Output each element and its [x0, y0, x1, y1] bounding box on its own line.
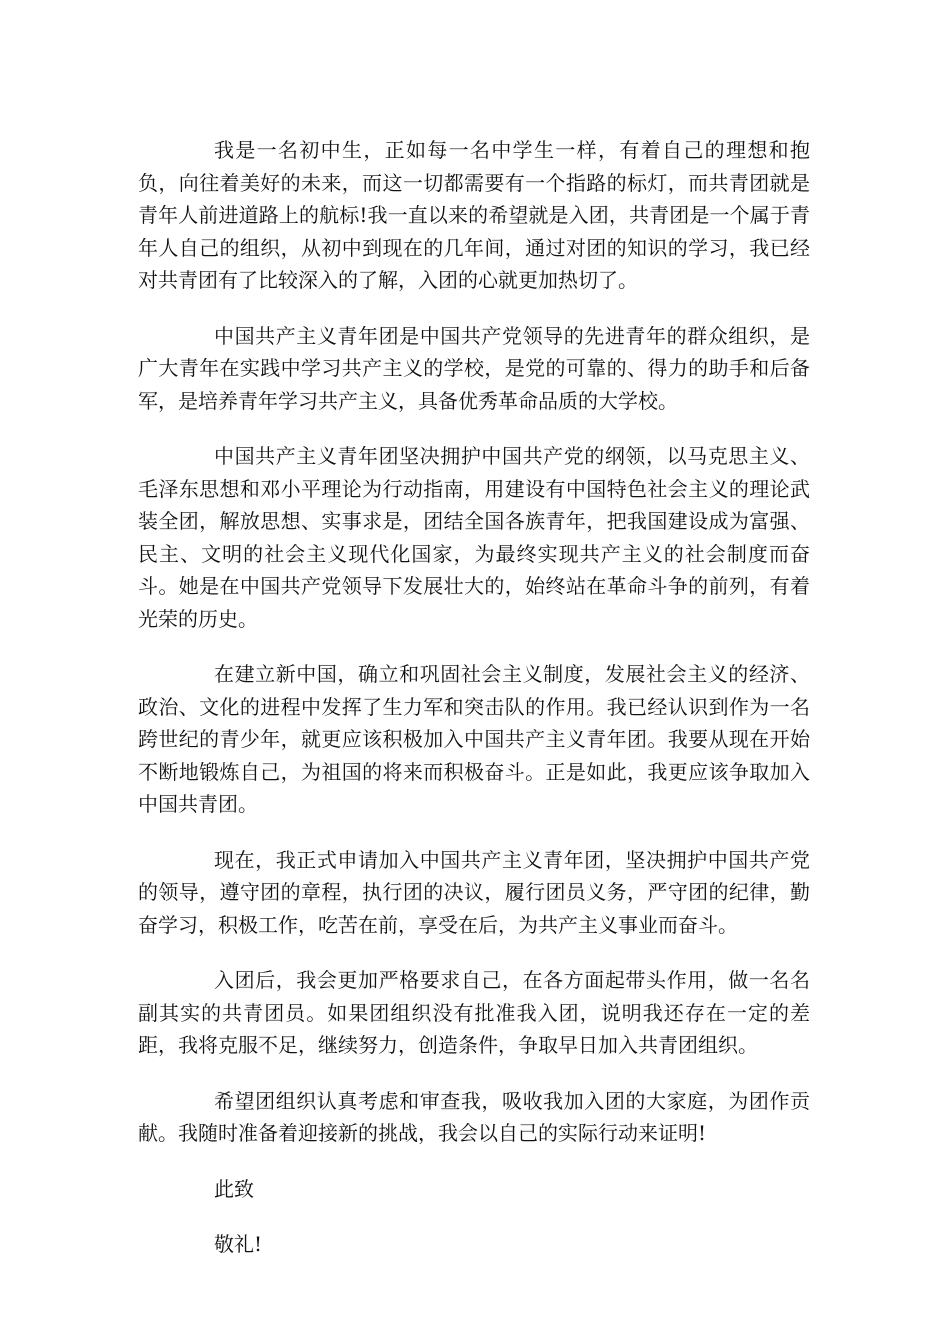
- paragraph-4: 在建立新中国，确立和巩固社会主义制度，发展社会主义的经济、政治、文化的进程中发挥了生力军和突击队的作用。我已经认识到作为一名跨世纪的青少年，就更应该积极加入中国共产主义青年团。我要从现在开始不断地锻炼自己，为祖国的将来而积极奋斗。正是如此，我更应该争取加入中国共青团。: [138, 662, 810, 816]
- paragraph-3: 中国共产主义青年团坚决拥护中国共产党的纲领，以马克思主义、毛泽东思想和邓小平理论为行动指南，用建设有中国特色社会主义的理论武装全团，解放思想、实事求是，团结全国各族青年，把我国建设成为富强、民主、文明的社会主义现代化国家，为最终实现共产主义的社会制度而奋斗。她是在中国共产党领导下发展壮大的，始终站在革命斗争的前列，有着光荣的历史。: [138, 444, 810, 631]
- closing-regards: 敬礼!: [214, 1232, 263, 1256]
- paragraph-2: 中国共产主义青年团是中国共产党领导的先进青年的群众组织，是广大青年在实践中学习共产主义的学校，是党的可靠的、得力的助手和后备军，是培养青年学习共产主义，具备优秀革命品质的大学校。: [138, 323, 810, 413]
- closing-salutation: 此致: [214, 1176, 254, 1201]
- paragraph-1: 我是一名初中生，正如每一名中学生一样，有着自己的理想和抱负，向往着美好的未来，而这一切都需要有一个指路的标灯，而共青团就是青年人前进道路上的航标!我一直以来的希望就是入团，共青团是一个属于青年人自己的组织，从初中到现在的几年间，通过对团的知识的学习，我已经对共青团有了比较深入的了解，入团的心就更加热切了。: [138, 138, 810, 292]
- paragraph-7: 希望团组织认真考虑和审查我，吸收我加入团的大家庭，为团作贡献。我随时准备着迎接新的挑战，我会以自己的实际行动来证明!: [138, 1088, 810, 1145]
- letter-body: [138, 134, 810, 1284]
- paragraph-6: 入团后，我会更加严格要求自己，在各方面起带头作用，做一名名副其实的共青团员。如果团组织没有批准我入团，说明我还存在一定的差距，我将克服不足，继续努力，创造条件，争取早日加入共青团组织。: [138, 968, 810, 1057]
- paragraph-5: 现在，我正式申请加入中国共产主义青年团，坚决拥护中国共产党的领导，遵守团的章程，执行团的决议，履行团员义务，严守团的纪律，勤奋学习，积极工作，吃苦在前，享受在后，为共产主义事业而奋斗。: [138, 847, 810, 937]
